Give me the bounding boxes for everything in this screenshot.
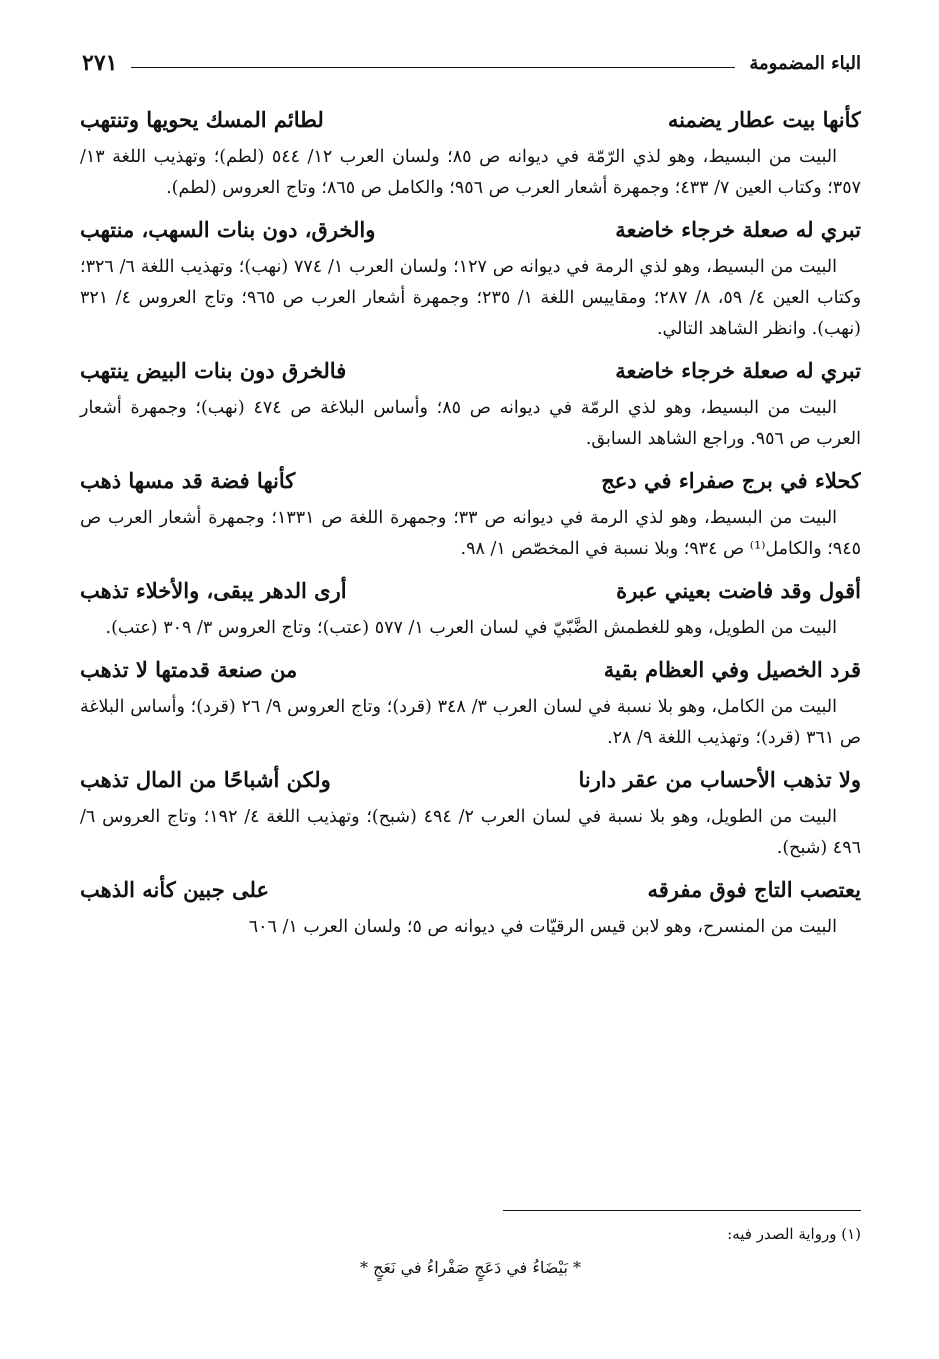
- verse-first-half: قرد الخصيل وفي العظام بقية: [603, 657, 861, 682]
- footnotes: [80, 1210, 861, 1283]
- verse-entry: [80, 868, 861, 943]
- verse-line: [80, 569, 861, 613]
- verse-line: [80, 349, 861, 393]
- verse-first-half: تبري له صعلة خرجاء خاضعة: [615, 358, 861, 383]
- verse-line: [80, 459, 861, 503]
- footnote-text: (١) ورواية الصدر فيه:: [727, 1225, 861, 1243]
- verse-second-half: من صنعة قدمتها لا تذهب: [80, 657, 298, 682]
- verse-line: [80, 868, 861, 912]
- footnote-verse: * بَيْضَاءُ في دَعَجٍ صَفْراءُ في نَعَجٍ *: [359, 1258, 582, 1277]
- commentary-text: البيت من الكامل، وهو بلا نسبة في لسان العرب ٣/ ٣٤٨ (قرد)؛ وتاج العروس ٩/ ٢٦ (قرد)؛ وأساس البلاغة ص ٣٦١ (قرد)؛ وتهذيب اللغة ٩/ ٢٨.: [80, 697, 861, 748]
- verse-second-half: ولكن أشباحًا من المال تذهب: [80, 767, 331, 792]
- main-content: [80, 98, 861, 947]
- commentary-text: البيت من البسيط، وهو لذي الرمة في ديوانه ص ١٢٧؛ ولسان العرب ١/ ٧٧٤ (نهب)؛ وتهذيب اللغة ٦/ ٣٢٦؛ وكتاب العين ٤/ ٥٩، ٨/ ٢٨٧؛ ومقاييس اللغة ١/ ٢٣٥؛ وجمهرة أشعار العرب ص ٩٦٥؛ وتاج العروس ٤/ ٣٢١ (نهب). وانظر الشاهد التالي.: [80, 257, 862, 339]
- verse-first-half: كحلاء في برج صفراء في دعج: [601, 468, 861, 493]
- page-number: ٢٧١: [82, 50, 118, 76]
- verse-entry: [80, 349, 861, 455]
- commentary-text: البيت من الطويل، وهو للغطمش الضَّبّيّ في لسان العرب ١/ ٥٧٧ (عتب)؛ وتاج العروس ٣/ ٣٠٩ (عتب).: [105, 618, 837, 638]
- verse-line: [80, 208, 861, 252]
- commentary: [80, 252, 861, 345]
- verse-first-half: تبري له صعلة خرجاء خاضعة: [615, 217, 861, 242]
- commentary-text: البيت من البسيط، وهو لذي الرمّة في ديوانه ص ٨٥؛ وأساس البلاغة ص ٤٧٤ (نهب)؛ وجمهرة أشعار العرب ص ٩٥٦. وراجع الشاهد السابق.: [80, 398, 861, 449]
- verse-first-half: أقول وقد فاضت بعيني عبرة: [616, 578, 861, 603]
- verse-second-half: فالخرق دون بنات البيض ينتهب: [80, 358, 347, 383]
- commentary: [80, 912, 861, 943]
- verse-line: [80, 648, 861, 692]
- verse-second-half: لطائم المسك يحويها وتنتهب: [80, 107, 324, 132]
- verse-second-half: والخرق، دون بنات السهب، منتهب: [80, 217, 376, 242]
- verse-entry: [80, 98, 861, 204]
- chapter-title: الباء المضمومة: [749, 52, 861, 74]
- verse-entry: [80, 569, 861, 644]
- verse-first-half: ولا تذهب الأحساب من عقر دارنا: [578, 767, 861, 792]
- verse-first-half: كأنها بيت عطار يضمنه: [667, 107, 861, 132]
- commentary: [80, 503, 861, 565]
- commentary-text: البيت من البسيط، وهو لذي الرّمّة في ديوانه ص ٨٥؛ ولسان العرب ١٢/ ٥٤٤ (لطم)؛ وتهذيب اللغة ١٣/ ٣٥٧؛ وكتاب العين ٧/ ٤٣٣؛ وجمهرة أشعار العرب ص ٩٥٦؛ والكامل ص ٨٦٥؛ وتاج العروس (لطم).: [80, 147, 861, 198]
- commentary: [80, 802, 861, 864]
- verse-entry: [80, 208, 861, 345]
- verse-line: [80, 98, 861, 142]
- running-header: [82, 48, 861, 78]
- verse-second-half: أرى الدهر يبقى، والأخلاء تذهب: [80, 578, 347, 603]
- verse-line: [80, 758, 861, 802]
- commentary: [80, 393, 861, 455]
- commentary: [80, 613, 861, 644]
- verse-first-half: يعتصب التاج فوق مفرقه: [647, 877, 861, 902]
- header-rule: [131, 67, 735, 68]
- footnote-rule: [503, 1210, 861, 1211]
- commentary-text: البيت من المنسرح، وهو لابن قيس الرقيّات في ديوانه ص ٥؛ ولسان العرب ١/ ٦٠٦: [248, 917, 837, 937]
- verse-entry: [80, 459, 861, 565]
- verse-entry: [80, 758, 861, 864]
- verse-second-half: كأنها فضة قد مسها ذهب: [80, 468, 296, 493]
- commentary: [80, 142, 861, 204]
- commentary-text: البيت من البسيط، وهو لذي الرمة في ديوانه ص ٣٣؛ وجمهرة اللغة ص ١٣٣١؛ وجمهرة أشعار العرب ص ٩٤٥؛ والكامل⁽¹⁾ ص ٩٣٤؛ وبلا نسبة في المخصّص ١/ ٩٨.: [80, 508, 861, 559]
- commentary: [80, 692, 861, 754]
- verse-entry: [80, 648, 861, 754]
- commentary-text: البيت من الطويل، وهو بلا نسبة في لسان العرب ٢/ ٤٩٤ (شبح)؛ وتهذيب اللغة ٤/ ١٩٢؛ وتاج العروس ٦/ ٤٩٦ (شبح).: [80, 807, 861, 858]
- verse-second-half: على جبين كأنه الذهب: [80, 877, 270, 902]
